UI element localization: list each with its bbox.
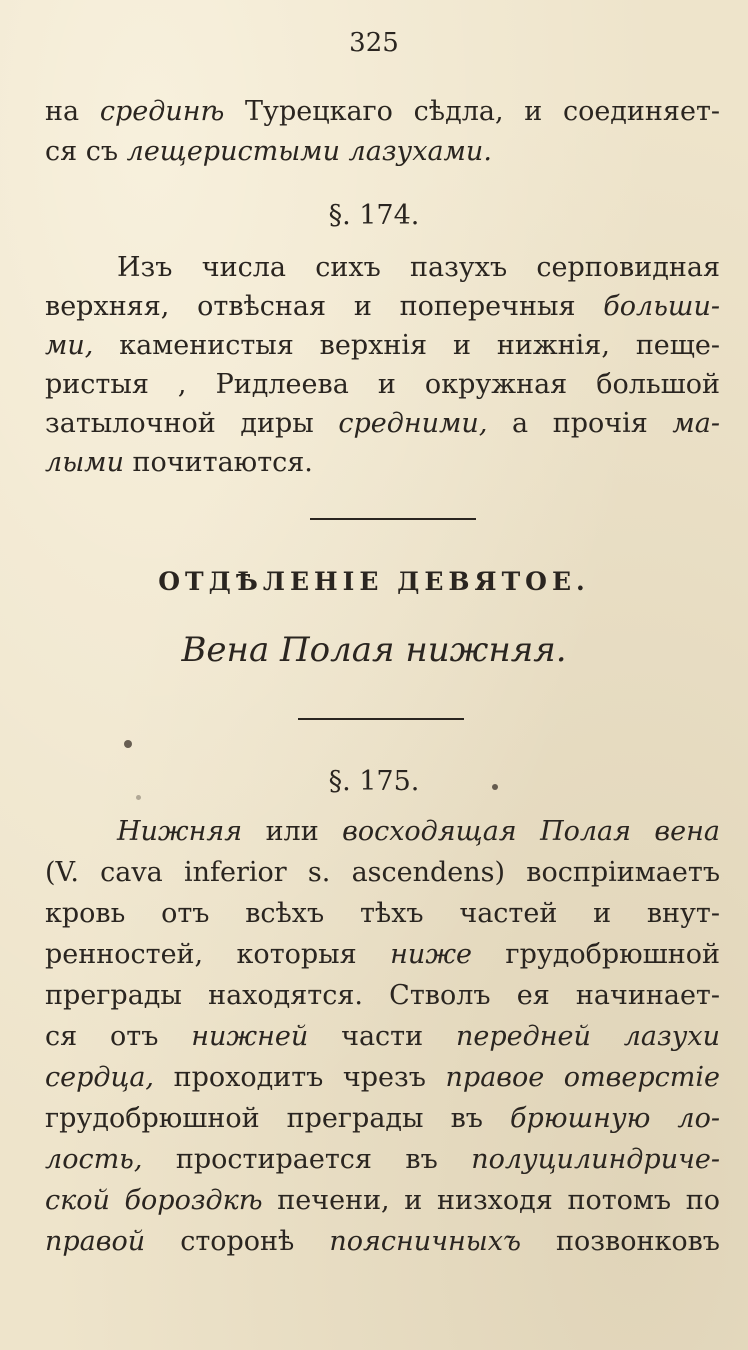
ink-spot: [124, 740, 132, 748]
text-run: ренностей, которыя: [45, 939, 391, 970]
text-run: или: [242, 816, 343, 847]
text-line: [45, 248, 720, 288]
text-line: [45, 812, 720, 852]
text-run: простирается въ: [142, 1144, 472, 1175]
italic-text-run: сердца,: [45, 1062, 155, 1093]
text-run: затылочной диры: [45, 408, 339, 439]
text-line: [45, 443, 720, 483]
italic-text-run: ма-: [672, 408, 720, 439]
text-run: а прочія: [487, 408, 673, 439]
text-run: преграды находятся. Стволъ ея начинает-: [45, 980, 720, 1011]
text-run: грудобрюшной преграды въ: [45, 1103, 511, 1134]
text-run: сторонѣ: [145, 1226, 330, 1257]
italic-text-run: лость,: [45, 1144, 143, 1175]
page-number: 325: [349, 28, 399, 58]
text-run: Изъ числа сихъ пазухъ серповидная: [117, 252, 720, 283]
text-line: [45, 1140, 720, 1180]
text-run: позвонковъ: [521, 1226, 720, 1257]
text-line: [45, 132, 720, 172]
ink-spot: [492, 784, 498, 790]
text-line: [45, 935, 720, 975]
italic-text-run: правое отверстіе: [445, 1062, 720, 1093]
text-run: грудобрюшной: [471, 939, 721, 970]
italic-text-run: ми,: [45, 330, 94, 361]
text-line: [45, 853, 720, 893]
text-run: проходитъ чрезъ: [154, 1062, 446, 1093]
text-run: кровь отъ всѣхъ тѣхъ частей и внут-: [45, 898, 720, 929]
text-line: [45, 92, 720, 132]
division-subheading: Вена Полая нижняя.: [181, 630, 567, 670]
section-number-174: §. 174.: [328, 200, 420, 231]
italic-text-run: брюшную ло-: [510, 1103, 720, 1134]
text-run: почитаются.: [123, 447, 313, 478]
italic-text-run: лещеристыми лазухами.: [126, 136, 492, 167]
text-line: [45, 326, 720, 366]
text-line: [45, 1058, 720, 1098]
text-run: печени, и низходя потомъ по: [262, 1185, 720, 1216]
text-line: [45, 976, 720, 1016]
italic-text-run: лыми: [45, 447, 124, 478]
text-line: [45, 1181, 720, 1221]
text-line: [45, 1017, 720, 1057]
italic-text-run: ской бороздкѣ: [45, 1185, 263, 1216]
text-run: ся съ: [45, 136, 127, 167]
text-run: (V. cava inferior s. ascendens) воспріимаетъ: [45, 857, 720, 888]
italic-text-run: поясничныхъ: [329, 1226, 521, 1257]
italic-text-run: нижней: [191, 1021, 309, 1052]
text-line: [45, 894, 720, 934]
italic-text-run: передней лазухи: [455, 1021, 720, 1052]
section-number-175: §. 175.: [328, 766, 420, 797]
divider-rule-top: [310, 518, 476, 520]
text-run: ристыя , Ридлеева и окружная большой: [45, 369, 720, 400]
text-run: Турецкаго сѣдла, и соединяет-: [224, 96, 720, 127]
ink-spot: [136, 795, 141, 800]
text-run: верхняя, отвѣсная и поперечныя: [45, 291, 604, 322]
italic-text-run: Нижняя: [117, 816, 243, 847]
text-line: [45, 365, 720, 405]
italic-text-run: правой: [45, 1226, 146, 1257]
text-line: [45, 1222, 720, 1262]
text-run: части: [308, 1021, 456, 1052]
italic-text-run: средними,: [338, 408, 488, 439]
text-run: каменистыя верхнія и нижнія, пеще-: [93, 330, 720, 361]
division-heading: ОТДѢЛЕНІЕ ДЕВЯТОЕ.: [158, 567, 590, 596]
italic-text-run: полуцилиндриче-: [471, 1144, 720, 1175]
italic-text-run: срединѣ: [99, 96, 225, 127]
divider-rule-bottom: [298, 718, 464, 720]
text-run: на: [45, 96, 100, 127]
italic-text-run: ниже: [390, 939, 472, 970]
italic-text-run: восходящая Полая вена: [342, 816, 720, 847]
italic-text-run: больши-: [603, 291, 720, 322]
text-line: [45, 404, 720, 444]
text-line: [45, 287, 720, 327]
text-run: ся отъ: [45, 1021, 192, 1052]
text-line: [45, 1099, 720, 1139]
